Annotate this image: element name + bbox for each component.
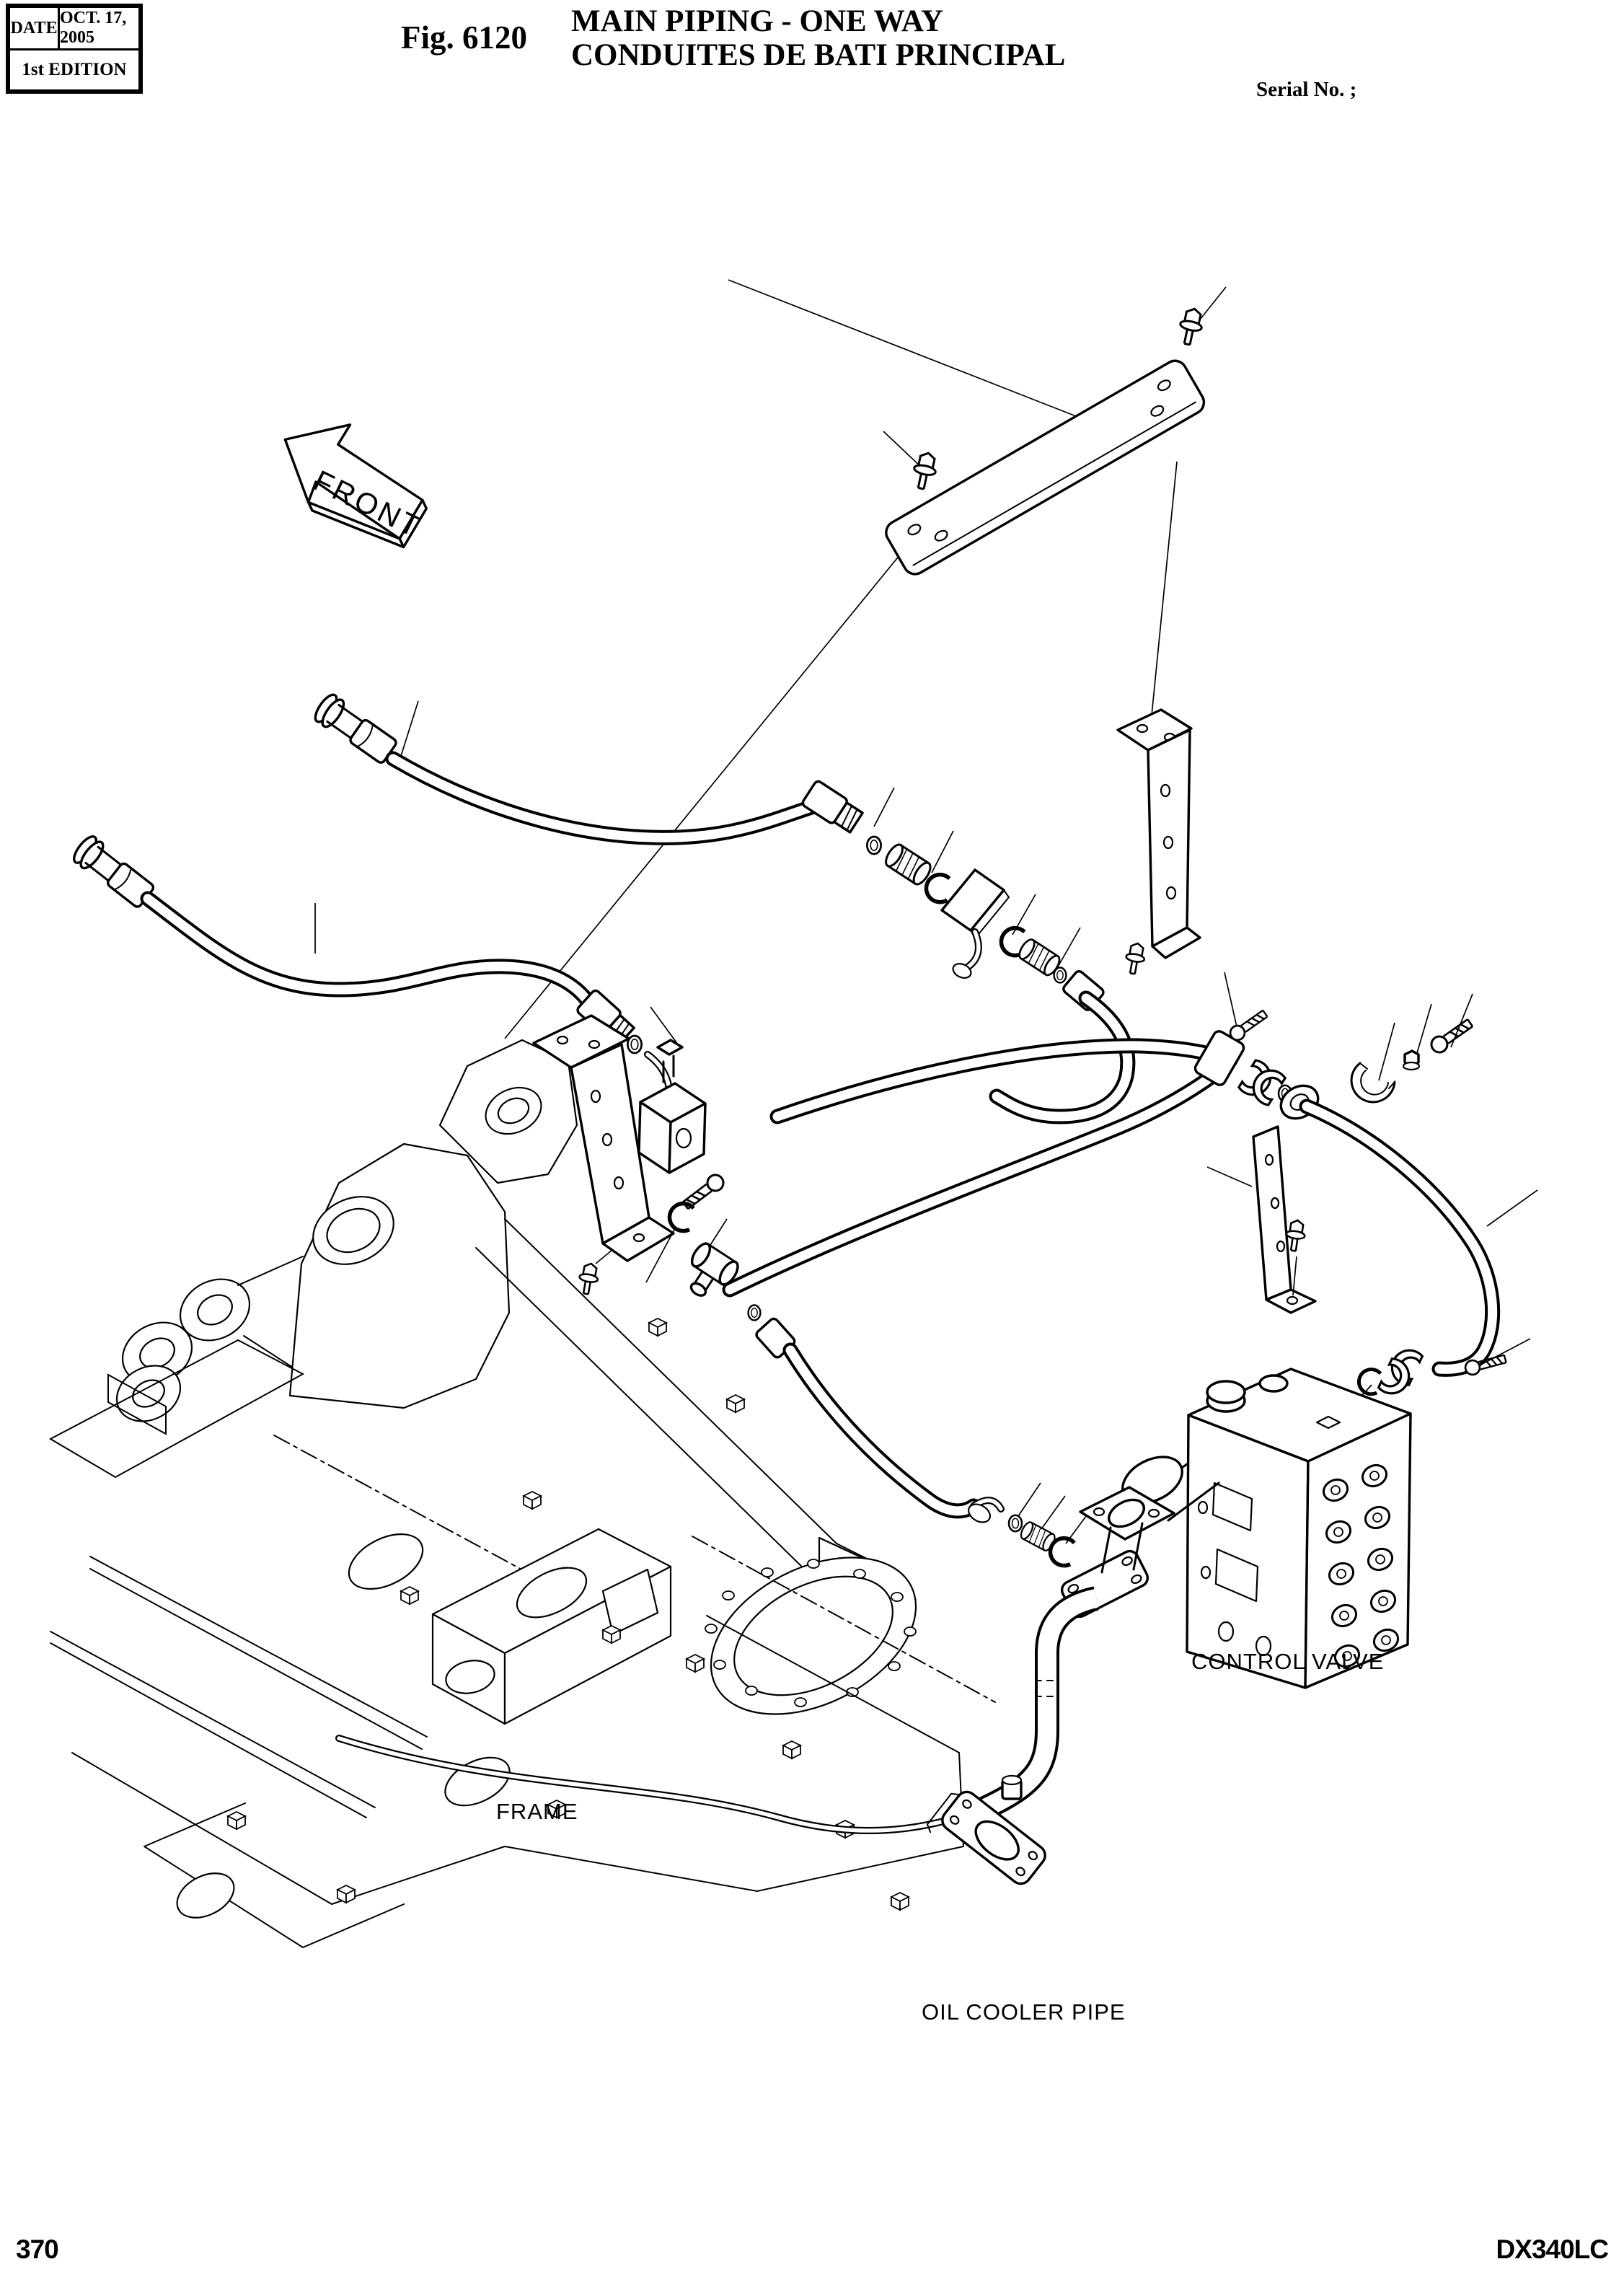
l-bracket — [1253, 1127, 1315, 1313]
hex-nut — [1403, 1051, 1419, 1070]
oil-cooler-pipe-label: OIL COOLER PIPE — [922, 1999, 1126, 2025]
oil-cooler-pipe — [924, 1549, 1150, 1898]
frame-box-beam — [433, 1529, 671, 1724]
o-ring — [627, 1036, 641, 1053]
snap-ring — [666, 1200, 695, 1233]
frame-label: FRAME — [496, 1799, 578, 1824]
figure-title-en: MAIN PIPING - ONE WAY — [571, 4, 944, 38]
plate-bolt-right — [1176, 307, 1205, 346]
return-pipe — [1307, 1106, 1507, 1399]
snap-ring — [1356, 1367, 1382, 1396]
tee-assembly — [627, 1036, 796, 1359]
fitting-chain — [867, 837, 1105, 1012]
main-hoses — [730, 998, 1245, 1290]
date-label: DATE — [10, 8, 60, 48]
frame-gusset-plates — [290, 1040, 577, 1408]
right-bracket — [1118, 710, 1200, 975]
top-mounting-plate — [882, 307, 1208, 578]
flange-hardware — [1227, 1008, 1475, 1125]
figure-number: Fig. 6120 — [401, 19, 527, 56]
front-direction-arrow — [262, 402, 449, 557]
u-clamp — [1351, 1063, 1395, 1102]
control-valve — [1080, 1369, 1411, 1688]
hose-lower-left — [70, 833, 635, 1047]
hose-elbow-end — [966, 1500, 1001, 1525]
date-value: OCT. 17, 2005 — [60, 9, 127, 47]
hose-upper-left — [312, 692, 864, 838]
hose-to-oil-cooler — [790, 1350, 1077, 1567]
page-number: 370 — [16, 2234, 58, 2264]
control-valve-label: CONTROL VALVE — [1191, 1649, 1385, 1674]
frame-hose — [339, 1738, 1031, 1831]
o-ring — [867, 837, 881, 854]
o-ring — [749, 1305, 761, 1321]
serial-number-label: Serial No. ; — [1256, 78, 1357, 101]
check-valve-plate — [942, 870, 1009, 981]
model-code: DX340LC — [1496, 2234, 1608, 2264]
snap-ring — [924, 873, 951, 904]
front-label: FRONT — [308, 463, 428, 545]
plate-bolt-left — [910, 451, 939, 490]
edition-label: 1st EDITION — [22, 60, 127, 79]
clamp-screw — [1429, 1016, 1475, 1055]
o-ring — [1009, 1515, 1022, 1532]
frame-slew-ring — [685, 1525, 942, 1746]
adapter-fitting — [883, 842, 934, 886]
right-bracket-bolt — [1124, 942, 1147, 975]
left-bracket-bolt — [577, 1262, 600, 1295]
figure-title-fr: CONDUITES DE BATI PRINCIPAL — [571, 38, 1066, 72]
frame-lug-ears — [107, 1256, 303, 1432]
o-ring — [1054, 968, 1067, 983]
pipe-plug — [1002, 1776, 1021, 1799]
